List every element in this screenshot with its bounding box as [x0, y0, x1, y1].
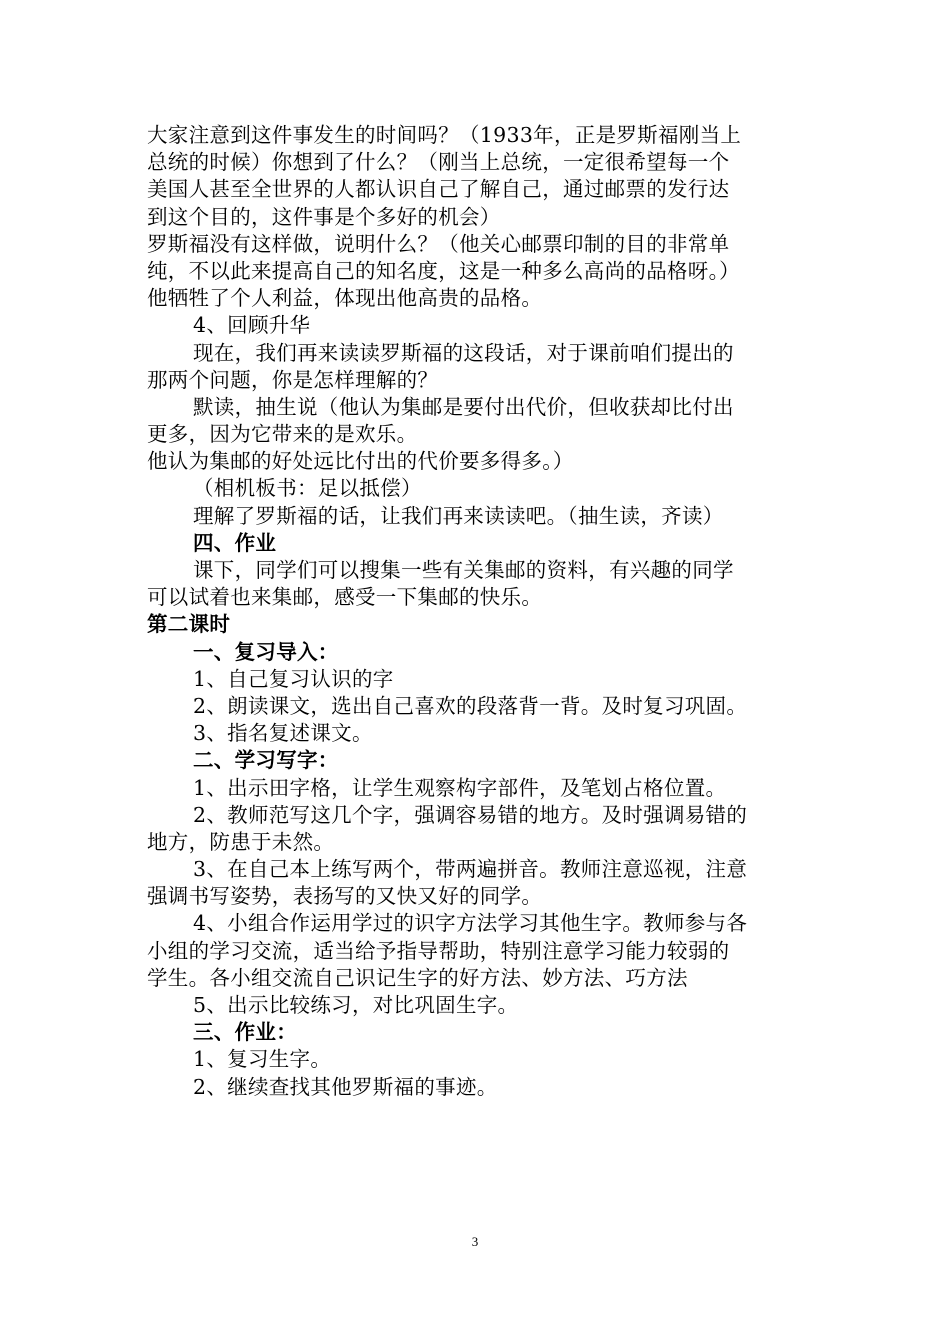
- text-line: 总统的时候）你想到了什么？（刚当上总统，一定很希望每一个: [147, 150, 730, 175]
- text-line: 4、小组合作运用学过的识字方法学习其他生字。教师参与各: [193, 911, 748, 936]
- text-line: 他牺牲了个人利益，体现出他高贵的品格。: [147, 286, 543, 311]
- text-line: 大家注意到这件事发生的时间吗？（1933年，正是罗斯福刚当上: [147, 123, 742, 147]
- text-line: 1、复习生字。: [193, 1047, 332, 1072]
- text-line: 到这个目的，这件事是个多好的机会）: [147, 204, 501, 229]
- lesson-heading: 第二课时: [147, 612, 231, 637]
- text-line: 强调书写姿势，表扬写的又快又好的同学。: [147, 884, 543, 909]
- text-line: 学生。各小组交流自己识记生字的好方法、妙方法、巧方法: [147, 965, 688, 990]
- text-line: 更多，因为它带来的是欢乐。: [147, 422, 418, 447]
- text-line: （相机板书：足以抵偿）: [193, 476, 422, 501]
- text-line: 可以试着也来集邮，感受一下集邮的快乐。: [147, 585, 543, 610]
- text-line: 他认为集邮的好处远比付出的代价要多得多。）: [147, 449, 574, 474]
- text-line: 1、出示田字格，让学生观察构字部件，及笔划占格位置。: [193, 775, 727, 800]
- text-line: 2、教师范写这几个字，强调容易错的地方。及时强调易错的: [193, 802, 748, 827]
- section-heading: 三、作业：: [193, 1020, 297, 1045]
- text-line: 3、在自己本上练写两个，带两遍拼音。教师注意巡视，注意: [193, 857, 748, 882]
- text-line: 那两个问题，你是怎样理解的？: [147, 367, 439, 392]
- text-line: 5、出示比较练习，对比巩固生字。: [193, 993, 519, 1017]
- text-line: 纯，不以此来提高自己的知名度，这是一种多么高尚的品格呀。）: [147, 258, 740, 283]
- text-line: 1、自己复习认识的字: [193, 666, 394, 691]
- section-heading: 四、作业: [193, 530, 277, 555]
- text-line: 2、继续查找其他罗斯福的事迹。: [193, 1074, 498, 1099]
- text-line: 2、朗读课文，选出自己喜欢的段落背一背。及时复习巩固。: [193, 693, 748, 718]
- section-heading: 一、复习导入：: [193, 639, 339, 664]
- text-line: 小组的学习交流，适当给予指导帮助，特别注意学习能力较弱的: [147, 938, 730, 963]
- document-body: [147, 122, 810, 1101]
- text-line: 默读，抽生说（他认为集邮是要付出代价，但收获却比付出: [193, 394, 734, 419]
- text-line: 罗斯福没有这样做，说明什么？（他关心邮票印制的目的非常单: [147, 231, 730, 256]
- text-line: 地方，防患于未然。: [147, 829, 335, 854]
- text-line: 美国人甚至全世界的人都认识自己了解自己，通过邮票的发行达: [147, 177, 730, 202]
- text-line: 3、指名复述课文。: [193, 721, 373, 746]
- text-line: 课下，同学们可以搜集一些有关集邮的资料，有兴趣的同学: [193, 558, 734, 582]
- text-line: 理解了罗斯福的话，让我们再来读读吧。（抽生读，齐读）: [193, 503, 724, 528]
- section-heading: 4、回顾升华: [193, 313, 311, 338]
- page-number: 3: [471, 1234, 479, 1249]
- text-line: 现在，我们再来读读罗斯福的这段话，对于课前咱们提出的: [193, 340, 734, 365]
- section-heading: 二、学习写字：: [193, 748, 339, 773]
